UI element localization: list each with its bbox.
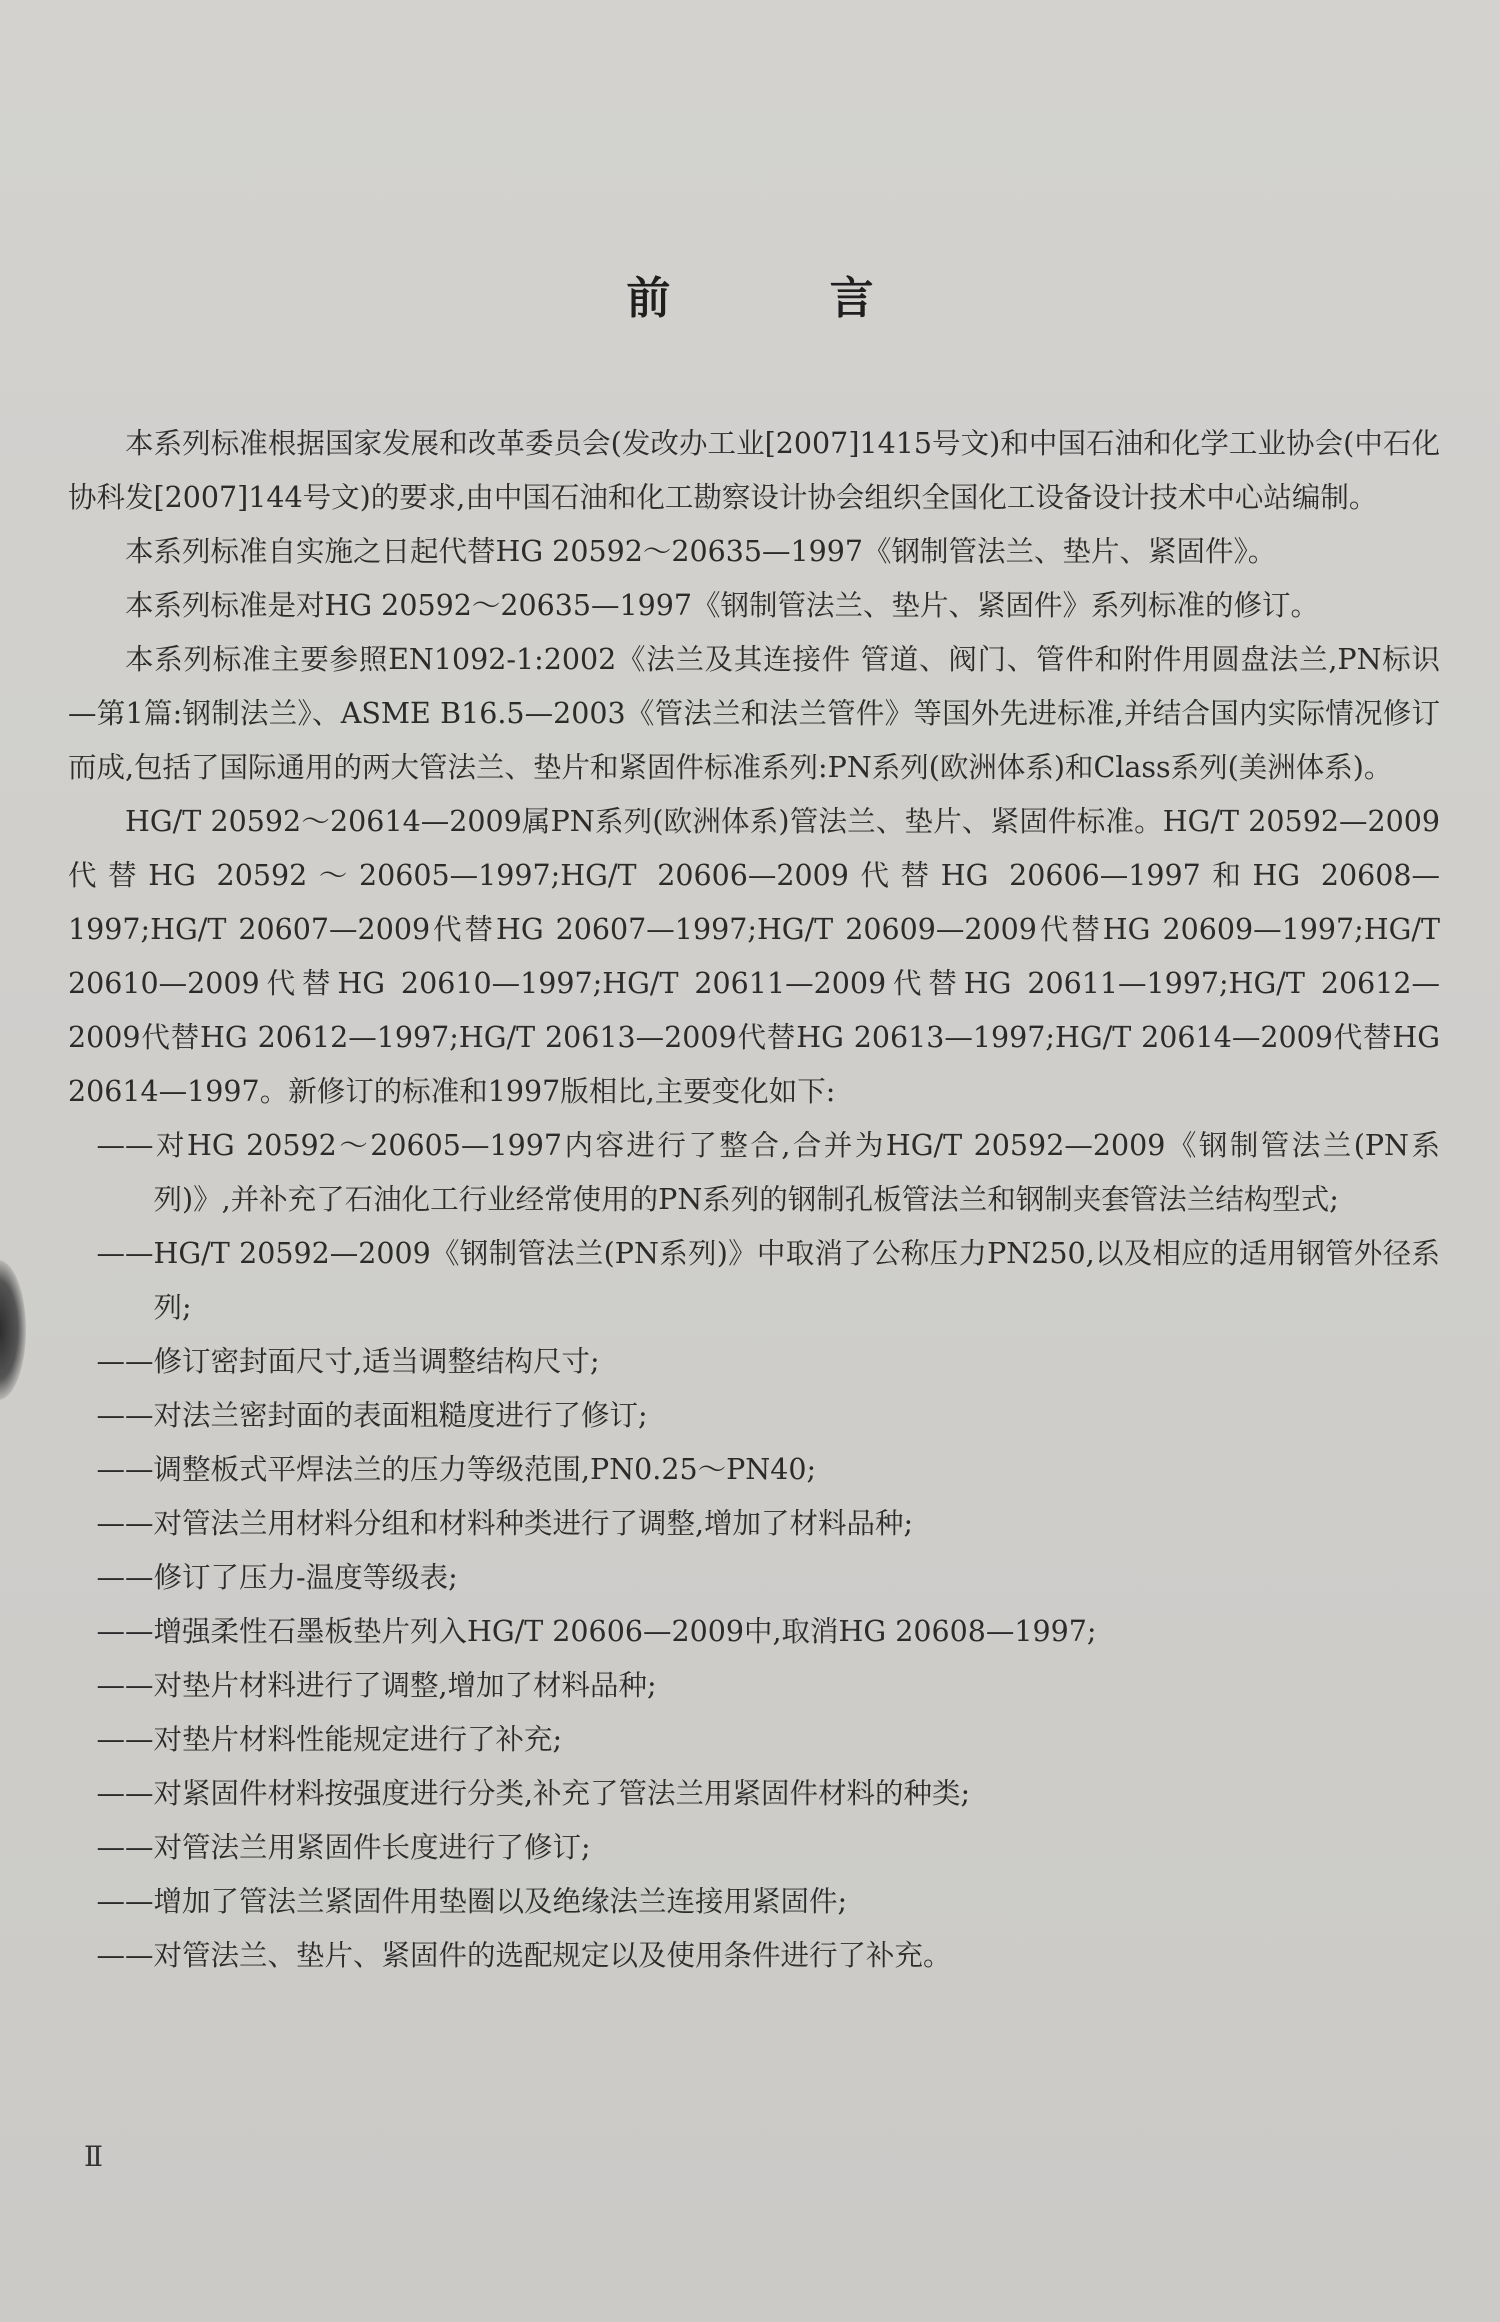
paragraph-revision: 本系列标准是对HG 20592～20635—1997《钢制管法兰、垫片、紧固件》系列标准的修订。	[125, 589, 1320, 622]
list-item: ——增加了管法兰紧固件用垫圈以及绝缘法兰连接用紧固件;	[96, 1885, 848, 1918]
list-item: ——对法兰密封面的表面粗糙度进行了修订;	[96, 1399, 648, 1432]
list-item: ——增强柔性石墨板垫片列入HG/T 20606—2009中,取消HG 20608—1997;	[96, 1615, 1097, 1648]
list-item: ——对管法兰用紧固件长度进行了修订;	[96, 1831, 591, 1864]
page-number: Ⅱ	[84, 2140, 104, 2173]
list-item: ——调整板式平焊法兰的压力等级范围,PN0.25～PN40;	[96, 1453, 817, 1486]
paragraph-compilation: 本系列标准根据国家发展和改革委员会(发改办工业[2007]1415号文)和中国石油和化学工业协会(中石化协科发[2007]144号文)的要求,由中国石油和化工勘察设计协会组织全国化工设备设计技术中心站编制。	[68, 427, 1440, 514]
finger-shadow	[0, 1260, 26, 1400]
list-item: ——对管法兰用材料分组和材料种类进行了调整,增加了材料品种;	[96, 1507, 914, 1540]
list-item: ——对管法兰、垫片、紧固件的选配规定以及使用条件进行了补充。	[96, 1939, 952, 1972]
list-item: ——对HG 20592～20605—1997内容进行了整合,合并为HG/T 20592—2009《钢制管法兰(PN系列)》,并补充了石油化工行业经常使用的PN系列的钢制孔板管法兰和钢制夹套管法兰结构型式;	[96, 1129, 1440, 1216]
paragraph-references: 本系列标准主要参照EN1092-1:2002《法兰及其连接件 管道、阀门、管件和附件用圆盘法兰,PN标识—第1篇:钢制法兰》、ASME B16.5—2003《管法兰和法兰管件》等国外先进标准,并结合国内实际情况修订而成,包括了国际通用的两大管法兰、垫片和紧固件标准系列:PN系列(欧洲体系)和Class系列(美洲体系)。	[68, 643, 1440, 784]
list-item: ——HG/T 20592—2009《钢制管法兰(PN系列)》中取消了公称压力PN250,以及相应的适用钢管外径系列;	[96, 1237, 1440, 1324]
page-title: 前 言	[626, 273, 946, 324]
paragraph-pn-series: HG/T 20592～20614—2009属PN系列(欧洲体系)管法兰、垫片、紧固件标准。HG/T 20592—2009代替HG 20592～20605—1997;HG/T 20606—2009代替HG 20606—1997和HG 20608—1997;HG/T 20607—2009代替HG 20607—1997;HG/T 20609—2009代替HG 20609—1997;HG/T 20610—2009代替HG 20610—1997;HG/T 20611—2009代替HG 20611—1997;HG/T 20612—2009代替HG 20612—1997;HG/T 20613—2009代替HG 20613—1997;HG/T 20614—2009代替HG 20614—1997。新修订的标准和1997版相比,主要变化如下:	[68, 805, 1440, 1108]
list-item: ——修订密封面尺寸,适当调整结构尺寸;	[96, 1345, 600, 1378]
preface-body	[68, 417, 1440, 1983]
changes-list	[68, 1119, 1440, 1983]
list-item: ——修订了压力-温度等级表;	[96, 1561, 458, 1594]
paragraph-replacement: 本系列标准自实施之日起代替HG 20592～20635—1997《钢制管法兰、垫片、紧固件》。	[125, 535, 1277, 568]
list-item: ——对紧固件材料按强度进行分类,补充了管法兰用紧固件材料的种类;	[96, 1777, 971, 1810]
list-item: ——对垫片材料进行了调整,增加了材料品种;	[96, 1669, 657, 1702]
list-item: ——对垫片材料性能规定进行了补充;	[96, 1723, 563, 1756]
